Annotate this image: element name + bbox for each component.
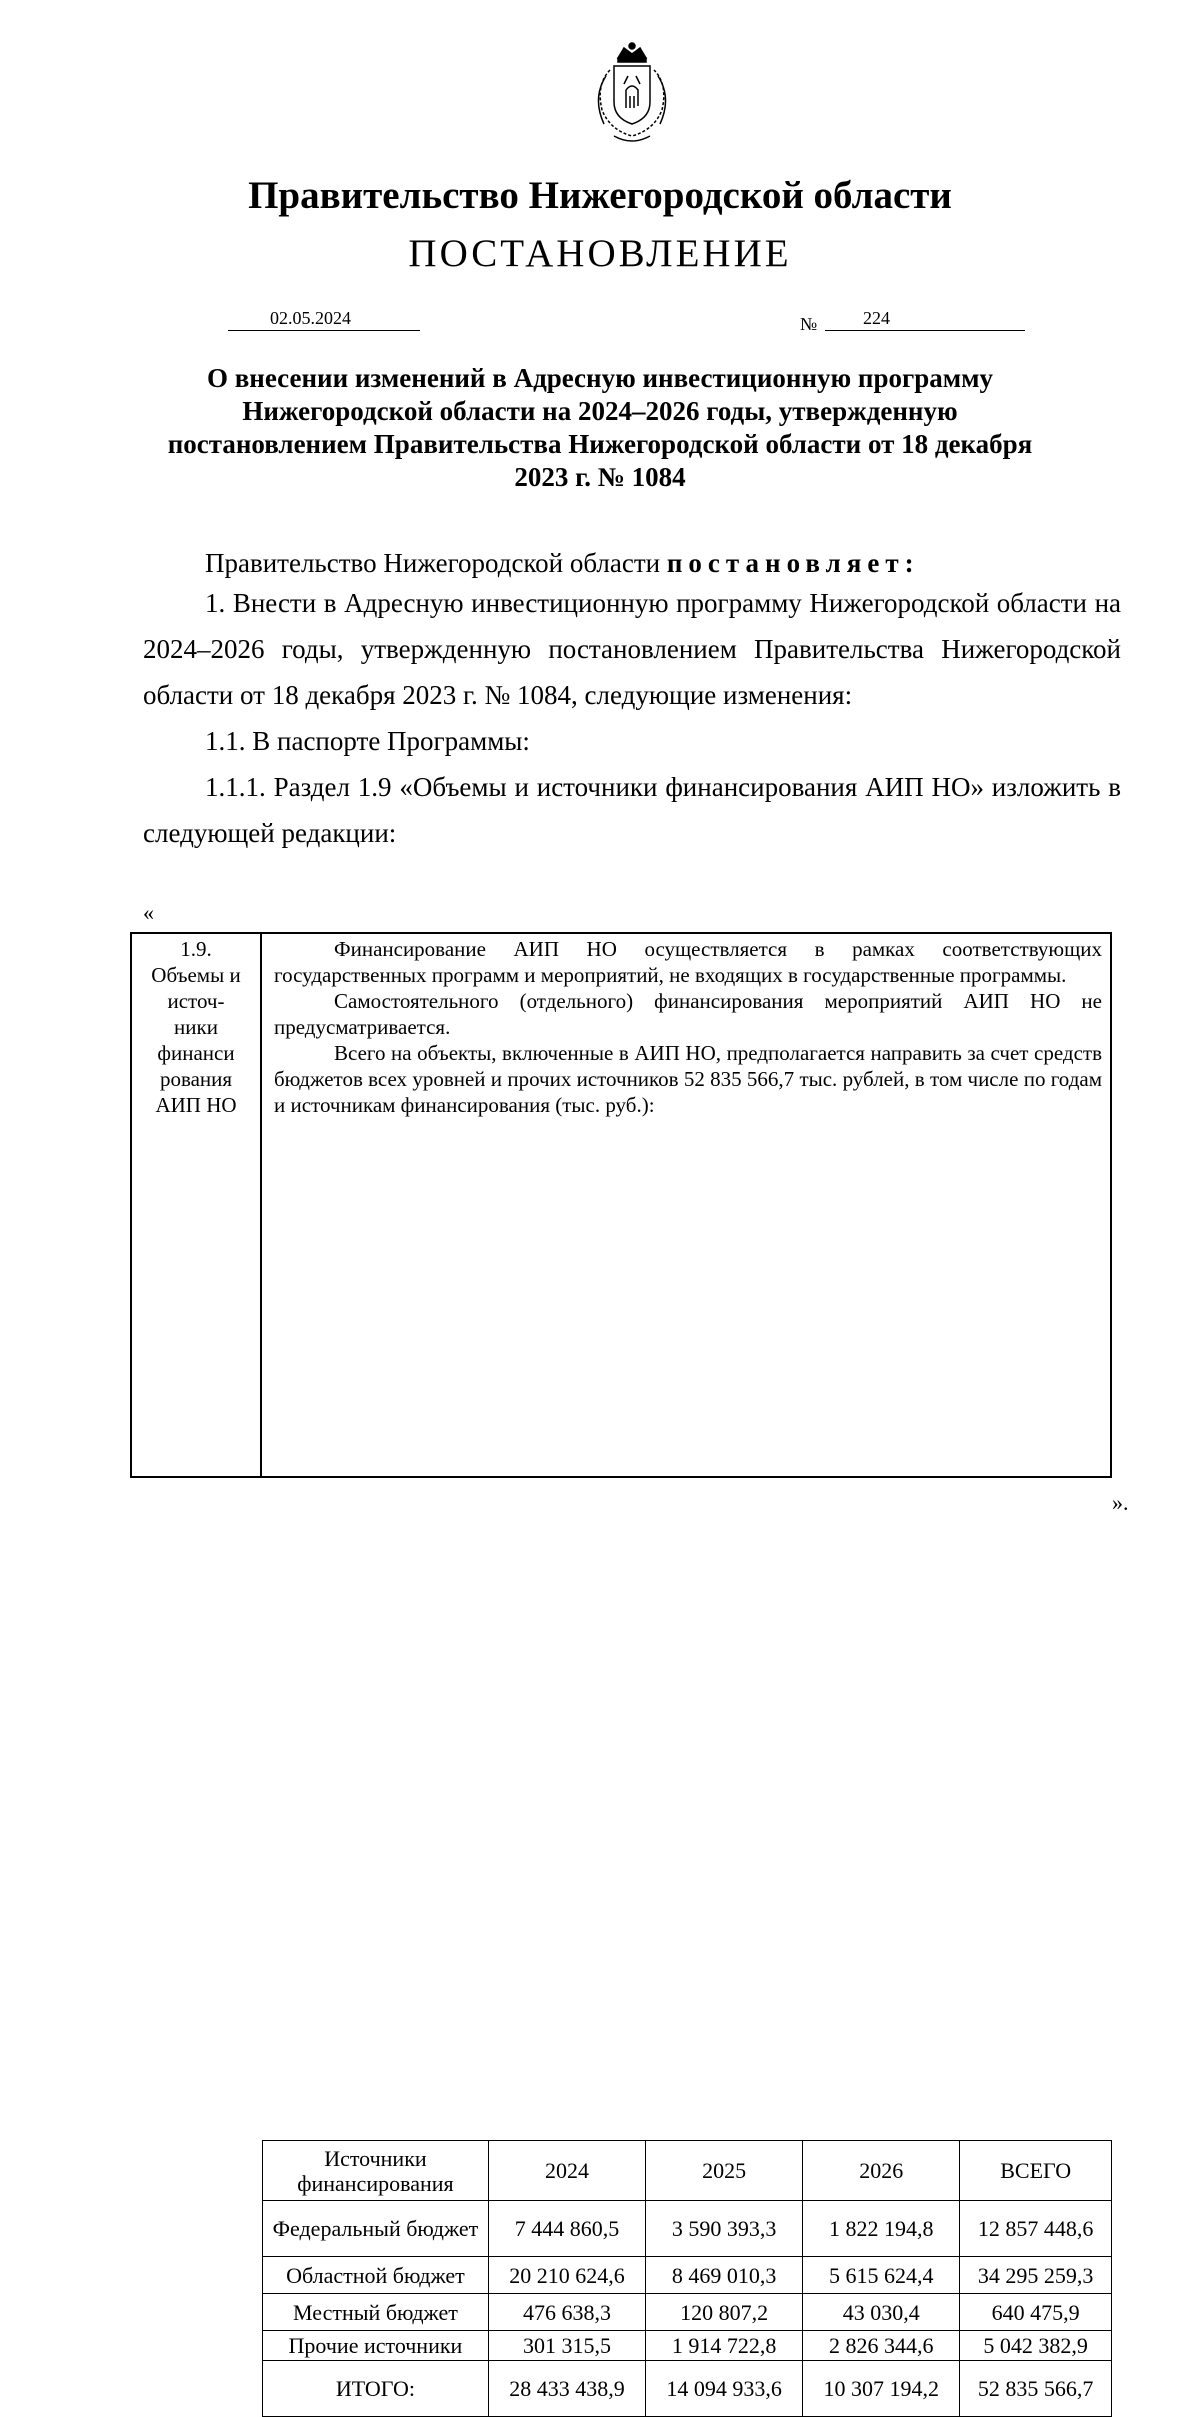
- section-label-line: АИП НО: [155, 1093, 237, 1117]
- table-cell: ИТОГО:: [263, 2361, 489, 2417]
- date-field: [228, 306, 420, 331]
- table-cell: 7 444 860,5: [488, 2201, 645, 2257]
- number-label: №: [800, 314, 818, 334]
- table-cell: 2 826 344,6: [803, 2331, 960, 2361]
- document-heading: О внесении изменений в Адресную инвестиционную программу Нижегородской области на 2024–2026 годы, утвержденную постановлением Правительства Нижегородской области от 18 декабря 2023 г. № 1084: [167, 363, 1033, 492]
- table-row: [263, 2257, 1112, 2294]
- section-label-line: рования: [159, 1067, 233, 1091]
- table-cell: 476 638,3: [488, 2294, 645, 2331]
- table-cell: 8 469 010,3: [646, 2257, 803, 2294]
- section-text: [262, 934, 1110, 1124]
- header-cell: 2026: [803, 2141, 960, 2201]
- header-cell: 2024: [488, 2141, 645, 2201]
- section-content: [262, 934, 1110, 1124]
- table-row: [263, 2201, 1112, 2257]
- coat-of-arms-emblem: [584, 40, 680, 148]
- section-text-3: Всего на объекты, включенные в АИП НО, предполагается направить за счет средств бюджетов всех уровней и прочих источников 52 835 566,7 тыс. рублей, в том числе по годам и источникам финансирования (тыс. руб.):: [274, 1041, 1102, 1117]
- table-cell: Областной бюджет: [263, 2257, 489, 2294]
- document-type: ПОСТАНОВЛЕНИЕ: [408, 232, 792, 275]
- table-cell: 5 615 624,4: [803, 2257, 960, 2294]
- open-quote: «: [143, 900, 154, 925]
- table-cell: 34 295 259,3: [960, 2257, 1112, 2294]
- table-cell: 10 307 194,2: [803, 2361, 960, 2417]
- table-cell: 3 590 393,3: [646, 2201, 803, 2257]
- table-cell: Федеральный бюджет: [263, 2201, 489, 2257]
- section-label-line: Объемы и: [151, 963, 241, 987]
- header-cell: 2025: [646, 2141, 803, 2201]
- intro-prefix: Правительство Нижегородской области: [205, 548, 661, 578]
- table-cell: 20 210 624,6: [488, 2257, 645, 2294]
- section-frame: [130, 932, 1112, 2401]
- table-cell: 120 807,2: [646, 2294, 803, 2331]
- table-row: [263, 2294, 1112, 2331]
- document-number: 224: [863, 308, 890, 328]
- table-cell: 14 094 933,6: [646, 2361, 803, 2417]
- table-cell: 28 433 438,9: [488, 2361, 645, 2417]
- paragraph-1-1-1: 1.1.1. Раздел 1.9 «Объемы и источники финансирования АИП НО» изложить в следующей редакции:: [143, 772, 1121, 848]
- paragraph-1: 1. Внести в Адресную инвестиционную программу Нижегородской области на 2024–2026 годы, утвержденную постановлением Правительства Нижегородской области от 18 декабря 2023 г. № 1084, следующие изменения:: [143, 588, 1121, 710]
- government-name: Правительство Нижегородской области: [248, 174, 952, 217]
- table-header-row: [263, 2141, 1112, 2201]
- table-cell: 640 475,9: [960, 2294, 1112, 2331]
- table-cell: 43 030,4: [803, 2294, 960, 2331]
- table-cell: 52 835 566,7: [960, 2361, 1112, 2417]
- paragraph-1-1: 1.1. В паспорте Программы:: [205, 726, 530, 756]
- table-cell: 5 042 382,9: [960, 2331, 1112, 2361]
- header-cell: Источники финансирования: [263, 2141, 489, 2201]
- table-cell: 301 315,5: [488, 2331, 645, 2361]
- table-cell: Прочие источники: [263, 2331, 489, 2361]
- financing-table: [262, 2140, 1112, 2417]
- table-cell: 12 857 448,6: [960, 2201, 1112, 2257]
- section-label-line: ники: [174, 1015, 218, 1039]
- section-label-line: источ-: [167, 989, 225, 1013]
- section-text-1: Финансирование АИП НО осуществляется в рамках соответствующих государственных программ и мероприятий, не входящих в государственные программы.: [274, 937, 1102, 987]
- header-cell: ВСЕГО: [960, 2141, 1112, 2201]
- intro-verb: постановляет:: [666, 548, 920, 578]
- number-field: [825, 306, 1025, 331]
- table-row: [263, 2331, 1112, 2361]
- close-quote: ».: [1112, 1490, 1129, 1515]
- section-label: [132, 934, 262, 1478]
- table-cell: 1 822 194,8: [803, 2201, 960, 2257]
- section-label-line: финанси: [157, 1041, 235, 1065]
- table-cell: Местный бюджет: [263, 2294, 489, 2331]
- table-cell: 1 914 722,8: [646, 2331, 803, 2361]
- table-total-row: [263, 2361, 1112, 2417]
- section-text-2: Самостоятельного (отдельного) финансирования мероприятий АИП НО не предусматривается.: [274, 989, 1102, 1039]
- section-label-line: 1.9.: [180, 937, 212, 961]
- document-date: 02.05.2024: [270, 308, 351, 328]
